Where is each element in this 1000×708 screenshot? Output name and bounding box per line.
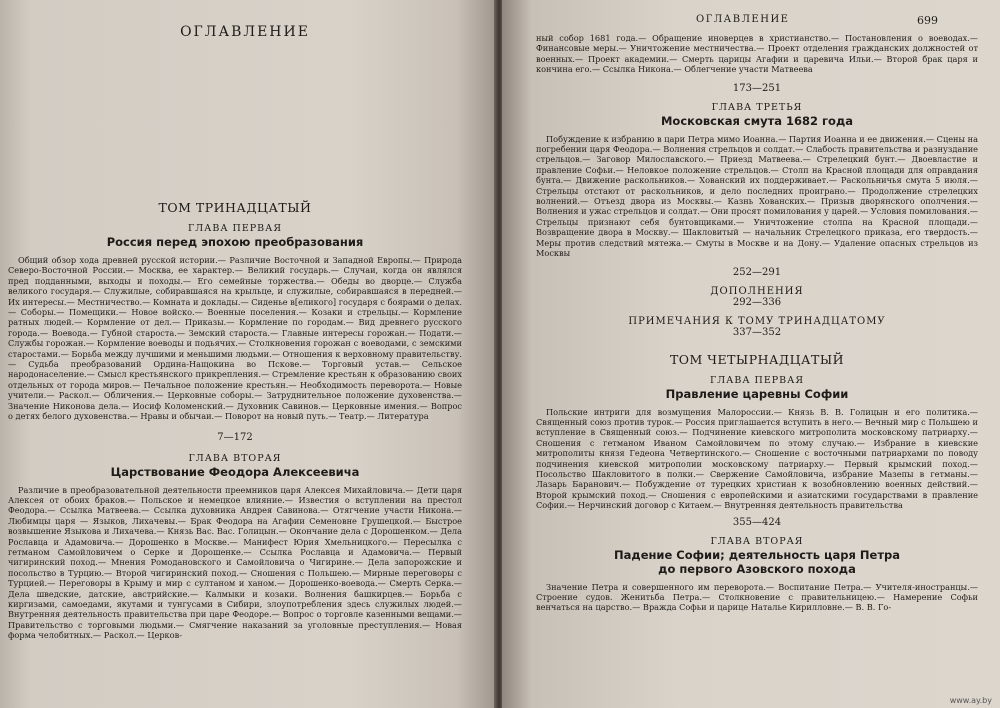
volume-14-title: ТОМ ЧЕТЫРНАДЦАТЫЙ: [669, 351, 845, 367]
supplements-pages: 292—336: [732, 296, 782, 308]
v14-ch1-text: Польские интриги для возмущения Малороссии.— Князь В. В. Голицын и его политика.— Священный союз против турок.— Россия приглашается вступить в него.— Вечный мир с Польшею и вступление в Священный союз.— Подчинение киевского митрополита московскому патриарху.— Сношения с гетманом Иваном Самойловичем по этому случаю.— Избрание в киевские митрополиты князя Гедеона Четвертинского.— Сношение с восточными патриархами по поводу подчинения киевской митрополии московскому патриарху.— Первый крымский поход.— Посольство Шакловитого в полки.— Свержение Самойловича, избрание Мазепы в гетманы.— Лазарь Баранович.— Побуждение от турецких христиан к возобновлению военных действий.— Второй крымский поход.— Сношения с европейскими и азиатскими государствами в правление Софии.— Нерчинский договор с Китаем.— Внутренняя деятельность правительства: [536, 406, 978, 511]
notes-pages: 337—352: [732, 326, 782, 338]
v13-ch1-text: Общий обзор хода древней русской истории.— Различие Восточной и Западной Европы.— Природа Северо-Восточной России.— Москва, ее характер.— Великий государь.— Случаи, когда он являлся пред подданными, выходы и походы.— Его семейные торжества.— Обеды во дворце.— Служба великого государя.— Служилые, собиравшаяся на крыльце, и служилые, собиравшаяся в передней.— Их интересы.— Местничество.— Комната и доклады.— Сиденье в[еликого] государя с боярами о делах.— Соборы.— Помещики.— Новое войско.— Военные поселения.— Козаки и стрельцы.— Кормление ратных людей.— Кормление от дел.— Приказы.— Кормление по городам.— Вид древнего русского города.— Воевода.— Губной староста.— Земский староста.— Главные интересы горожан.— Подати.— Службы горожан.— Кормление воеводы и подьячих.— Столкновения горожан с воеводами, с земскими старостами.— Борьба между лучшими и меньшими людьми.— Отношения к верховному правительству.— Судьба преобразований Ордина-Нащокина во Пскове.— Торговый устав.— Сельское народонаселение.— Смысл крестьянского прикрепления.— Стремление крестьян к образованию своих отдельных от города миров.— Печальное положение крестьян.— Необходимость переворота.— Новые учители.— Раскол.— Обличения.— Церковные соборы.— Затруднительное положение духовенства.— Значение Никонова дела.— Иосиф Коломенский.— Духовник Савинов.— Церковные имения.— Вопрос о детях белого духовенства.— Нравы и обычаи.— Поворот на новый путь.— Театр.— Литература: [8, 255, 462, 422]
left-page: [0, 0, 496, 708]
volume-13-title: ТОМ ТРИНАДЦАТЫЙ: [158, 200, 312, 215]
v14-ch1-title: Правление царевны Софии: [665, 386, 849, 401]
v13-ch2-continued-text: ный собор 1681 года.— Обращение иноверцев в христианство.— Постановления о воеводах.— Финансовые меры.— Уничтожение местничества.— Проект отделения гражданских должностей от военных.— Проект академии.— Смерть царицы Агафии и царевича Ильи.— Второй брак царя и кончина его.— Ссылка Никона.— Облегчение участи Матвеева: [536, 33, 978, 75]
right-running-head-title: ОГЛАВЛЕНИЕ: [696, 14, 790, 25]
v14-ch1-pages: 355—424: [732, 516, 782, 528]
page-number: 699: [917, 14, 938, 27]
v14-ch2-text: Значение Петра и совершенного им переворота.— Воспитание Петра.— Учителя-иностранцы.— Строение судов. Женитьба Петра.— Столкновение с правительницею.— Намерение Софьи венчаться на царство.— Вражда Софьи и царице Наталье Кирилловне.— В. В. Го-: [536, 581, 978, 613]
v13-ch1-title: Россия перед эпохою преобразования: [106, 235, 364, 249]
right-page: [502, 0, 1000, 708]
v13-ch2-pages: 173—251: [732, 82, 782, 94]
v14-ch2-title-line1: Падение Софии; деятельность царя Петра: [614, 547, 900, 562]
v13-ch3-pages: 252—291: [732, 266, 782, 278]
v13-ch1-label: ГЛАВА ПЕРВАЯ: [187, 223, 283, 234]
left-running-head: ОГЛАВЛЕНИЕ: [180, 24, 310, 40]
v13-ch2-title: Царствование Феодора Алексеевича: [110, 464, 360, 479]
v13-ch3-title: Московская смута 1682 года: [660, 113, 854, 128]
v13-ch2-text: Различие в преобразовательной деятельности преемников царя Алексея Михайловича.— Дети царя Алексея от обоих браков.— Польское и немецкое влияние.— Известия о вступлении на престол Феодора.— Ссылка Матвеева.— Ссылка духовника Андрея Савинова.— Отягчение участи Никона.— Любимцы царя — Языков, Лихачевы.— Брак Феодора на Агафии Семеновне Грушецкой.— Быстрое возвышение Языкова и Лихачева.— Князь Вас. Вас. Голицын.— Окончание дела с Дорошенком.— Дела Рославца и Адамовича.— Дорошенко в Москве.— Манифест Юрия Хмельницкого.— Пересылка с гетманом Самойловичем о Серке и Дорошенке.— Ссылка Рославца и Адамовича.— Первый чигиринский поход.— Мнения Ромодановского и Самойловича о Чигирине.— Дела запорожские и посольство в Турцию.— Второй чигиринский поход.— Сношения с Польшею.— Мирные переговоры с Турцией.— Переговоры в Крыму и мир с султаном и ханом.— Дорошенко-воевода.— Смерть Серка.— Дела шведские, датские, австрийские.— Калмыки и козаки. Волнения башкирцев.— Борьба с киргизами, самоедами, якутами и тунгусами в Сибири, злоупотребления здесь служилых людей.— Внутренняя деятельность правительства при царе Феодоре.— Вопрос о торговле казенными вещами.— Правительство с торговыми людьми.— Смягчение наказаний за уголовные преступления.— Новая форма челобитных.— Раскол.— Церков-: [8, 484, 462, 641]
v14-ch2-title-line2: до первого Азовского похода: [658, 561, 856, 576]
notes-title: ПРИМЕЧАНИЯ К ТОМУ ТРИНАДЦАТОМУ: [628, 315, 886, 327]
watermark: www.ay.by: [949, 696, 992, 705]
supplements-title: ДОПОЛНЕНИЯ: [710, 285, 804, 297]
v13-ch3-text: Побуждение к избранию в цари Петра мимо Иоанна.— Партия Иоанна и ее движения.— Сцены на погребении царя Феодора.— Волнения стрельцов и солдат.— Слабость правительства и разнуздание стрельцов.— Заговор Милославского.— Приезд Матвеева.— Стрелецкий бунт.— Двоевластие и правление Софьи.— Неловкое положение стрельцов.— Столп на Красной площади для оправдания бунта.— Движение раскольников.— Хованский их поддерживает.— Раскольничья смута 5 июля.— Стрельцы отстают от раскольников, и дело последних проиграно.— Продолжение стрелецких волнений.— Отъезд двора из Москвы.— Казнь Хованских.— Призыв дворянского ополчения.— Волнения и ужас стрельцов и солдат.— Они просят помилования у царей.— Условия помилования.— Стрельцы признают себя бунтовщиками.— Уничтожение столпа на Красной площади.— Возвращение двора в Москву.— Шакловитый — начальник Стрелецкого приказа, его твердость.— Меры против следствий мятежа.— Смуты в Москве и на Дону.— Удаление опасных стрельцов из Москвы: [536, 133, 978, 259]
v13-ch2-label: ГЛАВА ВТОРАЯ: [188, 452, 282, 464]
v13-ch1-pages: 7—172: [217, 431, 253, 443]
v14-ch2-label: ГЛАВА ВТОРАЯ: [710, 535, 804, 547]
v14-ch1-label: ГЛАВА ПЕРВАЯ: [709, 374, 805, 386]
left-top-blank: [8, 40, 462, 200]
v13-ch3-label: ГЛАВА ТРЕТЬЯ: [711, 101, 803, 113]
right-running-head: [536, 14, 978, 27]
